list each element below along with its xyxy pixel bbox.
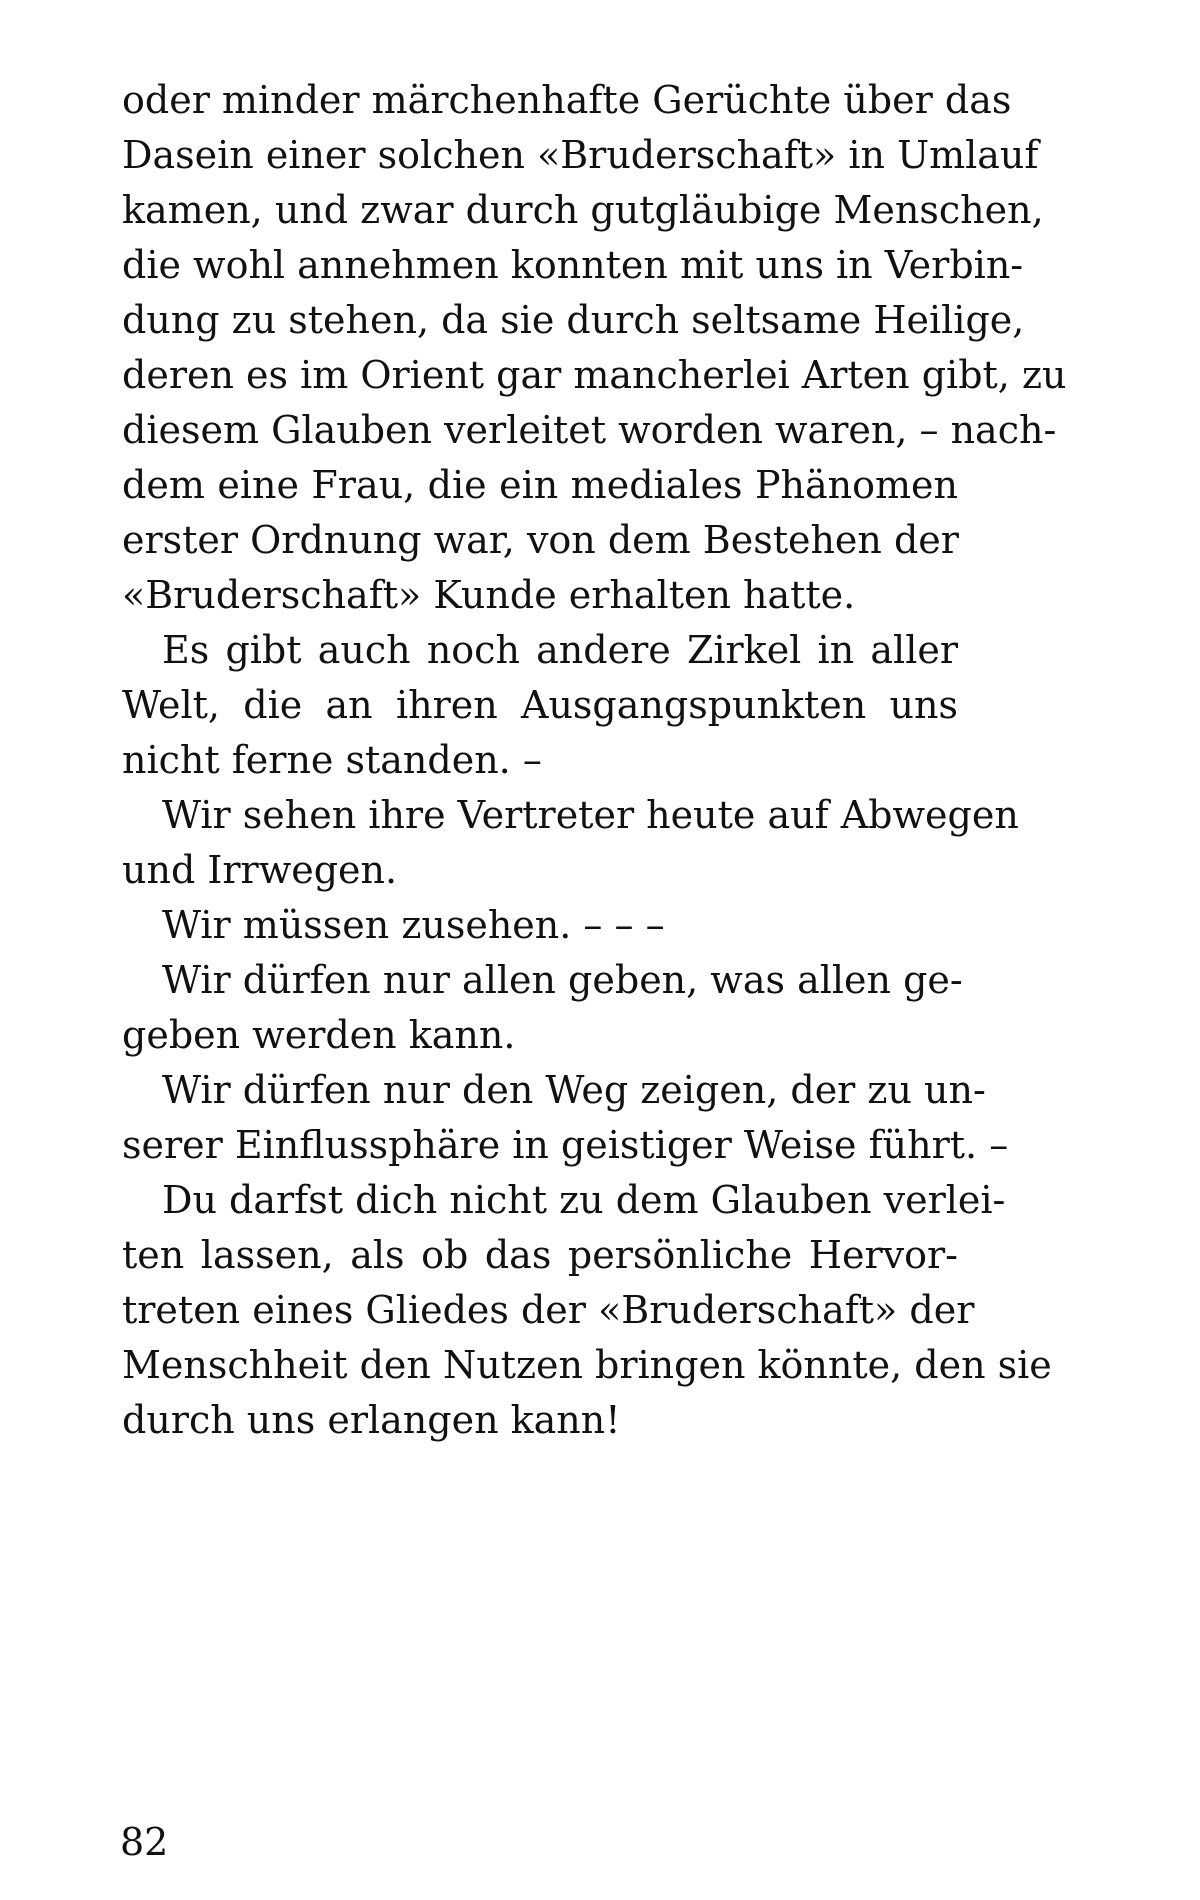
text-line: deren es im Orient gar mancherlei Arten gibt, zu: [122, 353, 1067, 397]
text-line: treten eines Gliedes der «Bruderschaft» der: [122, 1288, 975, 1332]
text-line: ten lassen, als ob das persönliche Hervor-: [122, 1233, 958, 1277]
text-line: «Bruderschaft» Kunde erhalten hatte.: [122, 573, 856, 617]
text-line: Wir sehen ihre Vertreter heute auf Abwegen: [162, 793, 1019, 837]
text-line: geben werden kann.: [122, 1013, 516, 1057]
text-line: kamen, und zwar durch gutgläubige Menschen,: [122, 188, 1044, 232]
text-line: Du darfst dich nicht zu dem Glauben verlei-: [162, 1178, 1006, 1222]
text-line: Wir müssen zusehen. – – –: [162, 903, 665, 947]
text-line: Es gibt auch noch andere Zirkel in aller: [162, 628, 958, 672]
text-line: erster Ordnung war, von dem Bestehen der: [122, 518, 959, 562]
text-line: und Irrwegen.: [122, 848, 398, 892]
text-line: oder minder märchenhafte Gerüchte über das: [122, 78, 1012, 122]
page-number: 82: [120, 1820, 169, 1864]
text-line: Wir dürfen nur allen geben, was allen ge-: [162, 958, 963, 1002]
text-line: nicht ferne standen. –: [122, 738, 542, 782]
text-line: Welt, die an ihren Ausgangspunkten uns: [122, 683, 958, 727]
text-line: diesem Glauben verleitet worden waren, – nach-: [122, 408, 1057, 452]
text-line: serer Einflussphäre in geistiger Weise führt. –: [122, 1123, 1009, 1167]
text-line: Menschheit den Nutzen bringen könnte, den sie: [122, 1343, 1052, 1387]
text-line: durch uns erlangen kann!: [122, 1398, 621, 1442]
text-line: Wir dürfen nur den Weg zeigen, der zu un-: [162, 1068, 986, 1112]
text-line: die wohl annehmen konnten mit uns in Verbin-: [122, 243, 1024, 287]
text-line: dem eine Frau, die ein mediales Phänomen: [122, 463, 958, 507]
text-line: Dasein einer solchen «Bruderschaft» in Umlauf: [122, 133, 1039, 177]
text-line: dung zu stehen, da sie durch seltsame Heilige,: [122, 298, 1025, 342]
